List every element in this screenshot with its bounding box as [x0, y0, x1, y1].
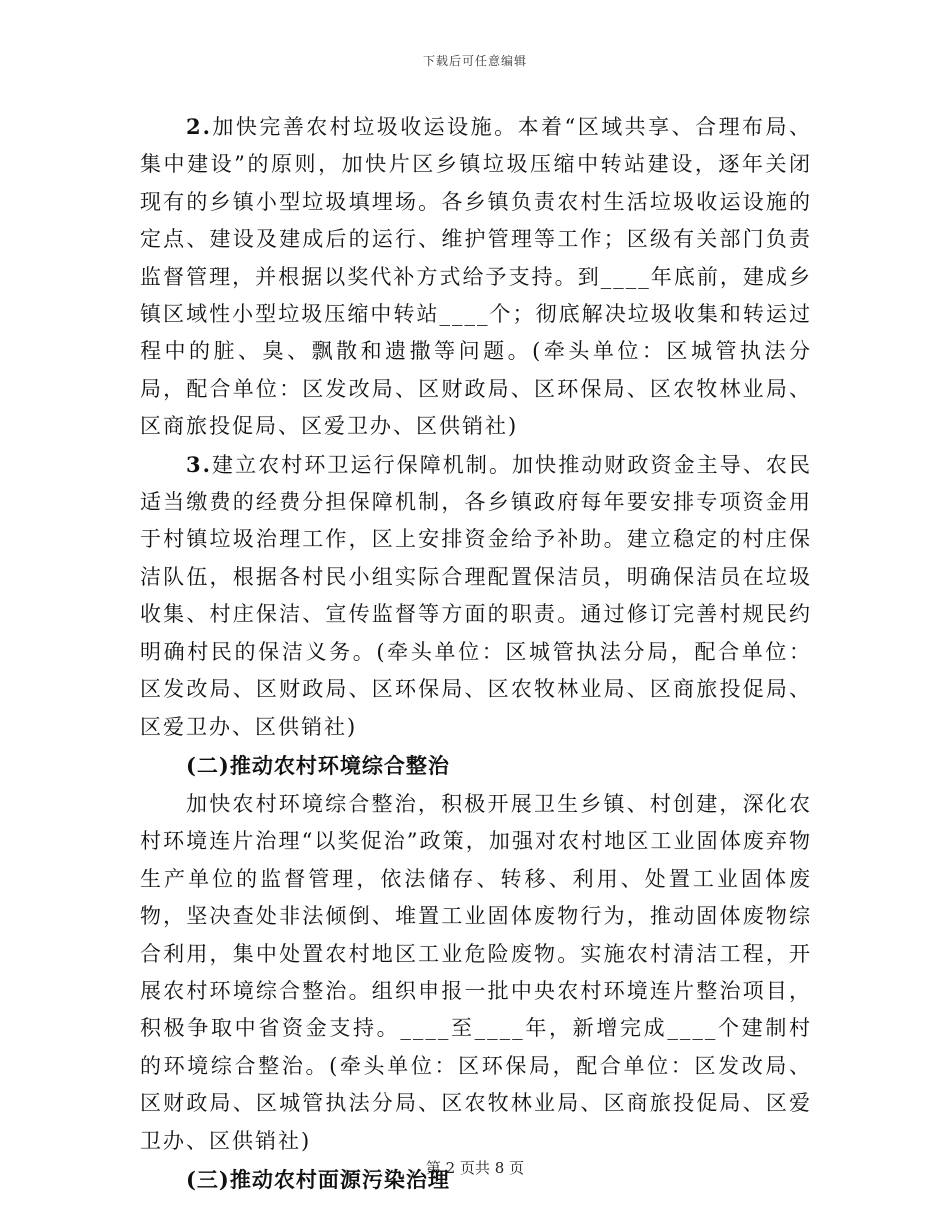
section-2-heading: (二)推动农村环境综合整治	[186, 752, 450, 778]
paragraph-item-3	[140, 446, 812, 746]
item-3-text: 建立农村环卫运行保障机制。加快推动财政资金主导、农民适当缴费的经费分担保障机制，各乡镇政府每年要安排专项资金用于村镇垃圾治理工作，区上安排资金给予补助。建立稳定的村庄保洁队伍，根据各村民小组实际合理配置保洁员，明确保洁员在垃圾收集、村庄保洁、宣传监督等方面的职责。通过修订完善村规民约明确村民的保洁义务。(牵头单位：区城管执法分局，配合单位：区发改局、区财政局、区环保局、区农牧林业局、区商旅投促局、区爱卫办、区供销社)	[140, 452, 812, 739]
item-3-number: 3.	[186, 451, 212, 477]
paragraph-item-2	[140, 108, 812, 446]
item-2-text: 加快完善农村垃圾收运设施。本着“区域共享、合理布局、集中建设”的原则，加快片区乡镇垃圾压缩中转站建设，逐年关闭现有的乡镇小型垃圾填埋场。各乡镇负责农村生活垃圾收运设施的定点、建设及建成后的运行、维护管理等工作；区级有关部门负责监督管理，并根据以奖代补方式给予支持。到____年底前，建成乡镇区域性小型垃圾压缩中转站____个；彻底解决垃圾收集和转运过程中的脏、臭、飘散和遗撒等问题。(牵头单位：区城管执法分局，配合单位：区发改局、区财政局、区环保局、区农牧林业局、区商旅投促局、区爱卫办、区供销社)	[140, 115, 812, 439]
page-header: 下载后可任意编辑	[422, 54, 527, 68]
section-2-paragraph: 加快农村环境综合整治，积极开展卫生乡镇、村创建，深化农村环境连片治理“以奖促治”政策，加强对农村地区工业固体废弃物生产单位的监督管理，依法储存、转移、利用、处置工业固体废物，坚决查处非法倾倒、堆置工业固体废物行为，推动固体废物综合利用，集中处置农村地区工业危险废物。实施农村清洁工程，开展农村环境综合整治。组织申报一批中央农村环境连片整治项目，积极争取中省资金支持。____至____年，新增完成____个建制村的环境综合整治。(牵头单位：区环保局，配合单位：区发改局、区财政局、区城管执法分局、区农牧林业局、区商旅投促局、区爱卫办、区供销社)	[140, 791, 812, 1153]
item-2-number: 2.	[186, 114, 212, 139]
section-3-heading: (三)推动农村面源污染治理	[186, 1166, 450, 1192]
document-body	[140, 108, 812, 1200]
page-footer: 第 2 页共 8 页	[425, 1159, 525, 1177]
